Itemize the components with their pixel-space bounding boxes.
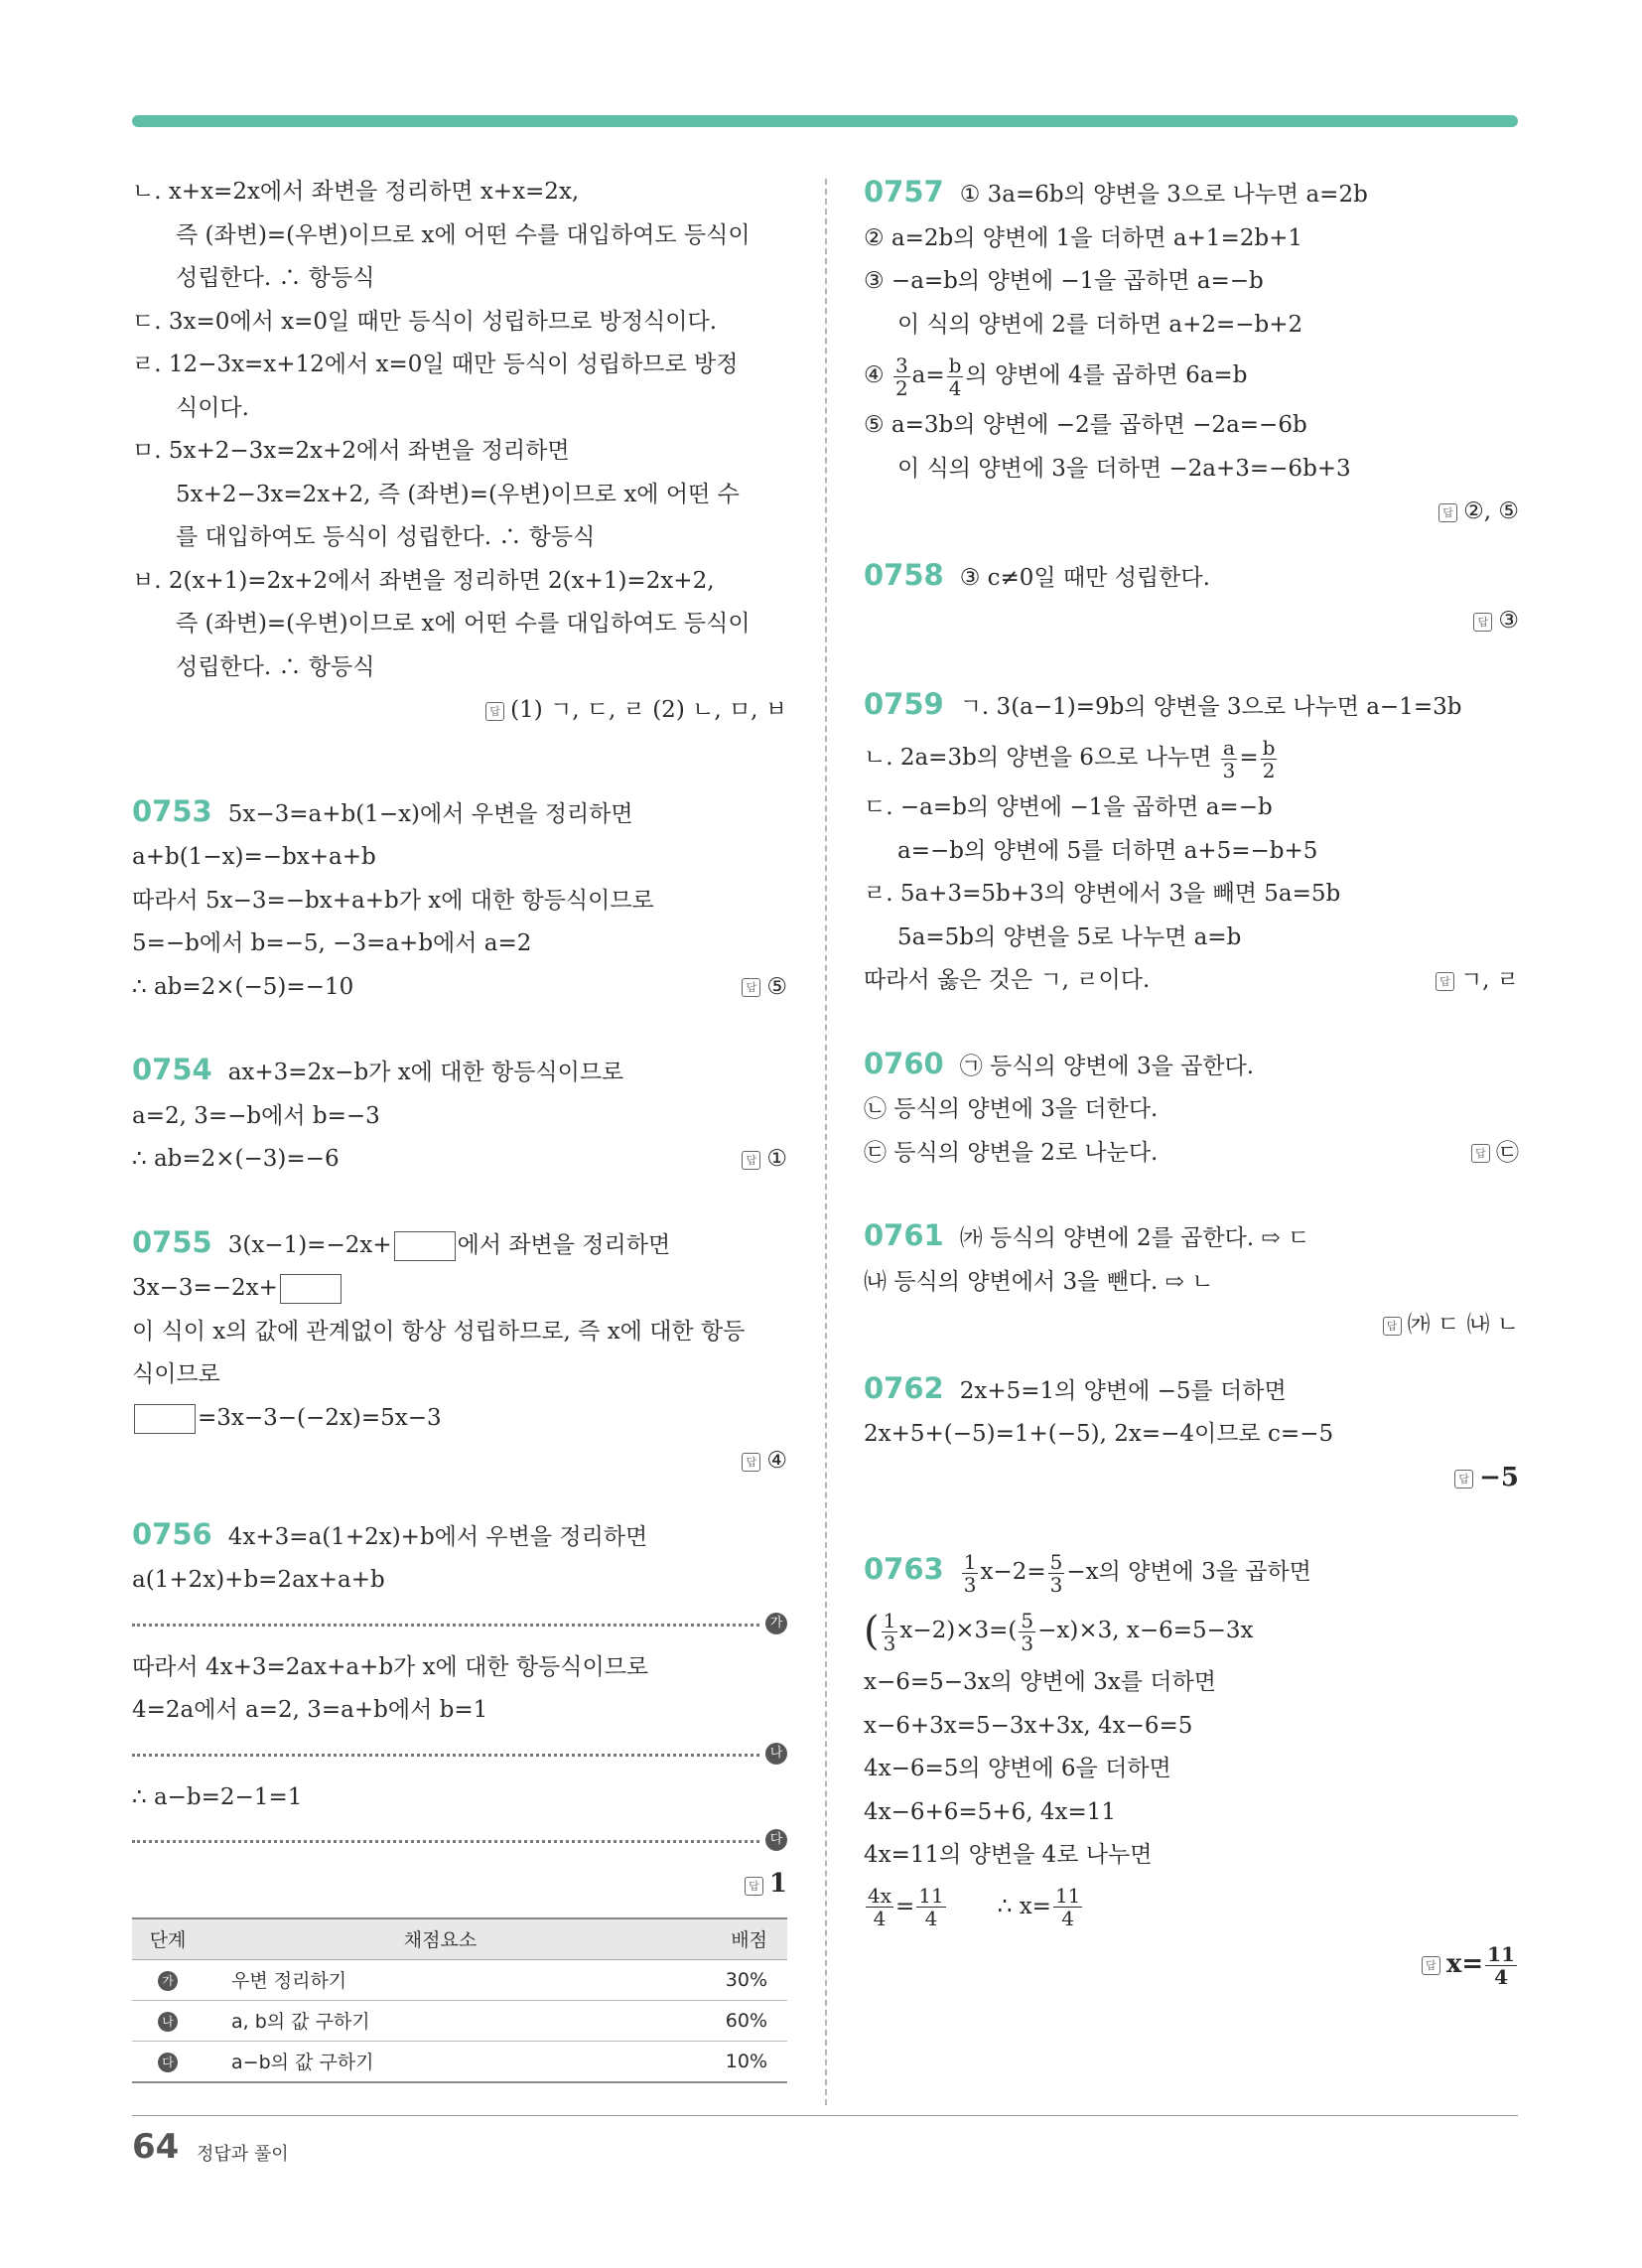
text-line: 4x−6=5의 양변에 6을 더하면: [864, 1756, 1171, 1781]
text-line: 식이다.: [176, 394, 249, 421]
text-line: 즉 (좌변)=(우변)이므로 x에 어떤 수를 대입하여도 등식이: [176, 611, 751, 637]
text-line: ④ $\frac{3}{2}$ a= $\frac{b}{4}$ 의 양변에 4를 곱하면 6a=b: [864, 353, 1248, 400]
text-line: ㅂ. 2(x+1)=2x+2에서 좌변을 정리하면 2(x+1)=2x+2,: [132, 567, 715, 594]
text-line: ② a=2b의 양변에 1을 더하면 a+1=2b+1: [864, 224, 1303, 251]
blank-box: [280, 1274, 342, 1304]
problem-number: 0760: [864, 1046, 944, 1080]
table-header: 단계: [132, 1918, 204, 1960]
text-line: 즉 (좌변)=(우변)이므로 x에 어떤 수를 대입하여도 등식이: [176, 221, 751, 248]
answer: 답 ③: [864, 600, 1519, 643]
answer-icon: 답: [745, 1877, 763, 1896]
step-divider: [132, 1603, 787, 1646]
text-line: 5=−b에서 b=−5, −3=a+b에서 a=2: [132, 930, 532, 956]
blank-box: [134, 1404, 196, 1434]
text-line: ( $\frac{1}{3}$ x−2)×3=( $\frac{5}{3}$ −x)×3, x−6=5−3x: [864, 1608, 1254, 1655]
answer: 답 x= $\frac{11}{4}$: [864, 1935, 1519, 1994]
step-mark: 다: [158, 2053, 178, 2072]
text-line: a+b(1−x)=−bx+a+b: [132, 844, 376, 870]
table-row: 나 a, b의 값 구하기 60%: [132, 2000, 787, 2041]
fraction: $\frac{4x}{4}$: [868, 1884, 892, 1930]
solution-0754: 0754 ax+3=2x−b가 x에 대한 항등식이므로 a=2, 3=−b에서 b=−3 ∴ ab=2×(−3)=−6 답 ①: [132, 1049, 787, 1182]
text-line: 따라서 옳은 것은 ㄱ, ㄹ이다.: [864, 967, 1151, 993]
text-line: 이 식의 양변에 3을 더하면 −2a+3=−6b+3: [897, 455, 1351, 482]
answer-icon: 답: [742, 1151, 760, 1170]
fraction: $\frac{3}{2}$: [894, 353, 908, 400]
answer-icon: 답: [1473, 613, 1492, 632]
text-line: 이 식의 양변에 2를 더하면 a+2=−b+2: [897, 311, 1303, 338]
top-accent-bar: [132, 115, 1518, 127]
text-line: 식이므로: [132, 1361, 220, 1387]
solution-0753: 0753 5x−3=a+b(1−x)에서 우변을 정리하면 a+b(1−x)=−bx+a+b 따라서 5x−3=−bx+a+b가 x에 대한 항등식이므로 5=−b에서 b=−5, −3=a+b에서 a=2 ∴ ab=2×(−5)=−10 답 ⑤: [132, 790, 787, 1010]
answer-icon: 답: [1422, 1956, 1440, 1975]
fraction: $\frac{1}{3}$: [883, 1608, 896, 1655]
answer-icon: 답: [1436, 972, 1454, 991]
problem-number: 0753: [132, 793, 212, 828]
problem-number: 0755: [132, 1224, 212, 1259]
answer-icon: 답: [1471, 1144, 1490, 1163]
text-line: 4x−6+6=5+6, 4x=11: [864, 1798, 1116, 1825]
text-line: 따라서 4x+3=2ax+a+b가 x에 대한 항등식이므로: [132, 1653, 649, 1680]
table-header: 배점: [677, 1918, 787, 1960]
problem-number: 0759: [864, 686, 944, 721]
answer: 답 1: [132, 1863, 787, 1908]
answer-icon: 답: [742, 1453, 760, 1472]
text-line: 이 식이 x의 값에 관계없이 항상 성립하므로, 즉 x에 대한 항등: [132, 1318, 746, 1345]
fraction: $\frac{a}{3}$: [1222, 735, 1236, 782]
solution-0755: 0755 3(x−1)=−2x+ 에서 좌변을 정리하면 3x−3=−2x+ 이 식이 x의 값에 관계없이 항상 성립하므로, 즉 x에 대한 항등 식이므로 =3x−3−(−2x)=5x−3 답 ④: [132, 1221, 787, 1484]
solution-0756: 0756 4x+3=a(1+2x)+b에서 우변을 정리하면 a(1+2x)+b=2ax+a+b 가 따라서 4x+3=2ax+a+b가 x에 대한 항등식이므로 4=2a에서 a=2, 3=a+b에서 b=1 나 ∴ a−b=2−1=1 다 답 1 단계 채점요소 배점 가 우변 정리하기 30% 나 a, b의 값 구하기 60% 다 a−b의 값 구하기 10%: [132, 1513, 787, 2083]
fraction: $\frac{5}{3}$: [1049, 1549, 1063, 1597]
answer: 답 (1) ㄱ, ㄷ, ㄹ (2) ㄴ, ㅁ, ㅂ: [132, 689, 787, 733]
text-line: ∴ ab=2×(−3)=−6: [132, 1146, 340, 1172]
solution-0757: 0757 ① 3a=6b의 양변을 3으로 나누면 a=2b ② a=2b의 양변에 1을 더하면 a+1=2b+1 ③ −a=b의 양변에 −1을 곱하면 a=−b 이 식의 양변에 2를 더하면 a+2=−b+2 ④ $\frac{3}{2}$ a= $\frac{b}{4}$ 의 양변에 4를 곱하면 6a=b ⑤ a=3b의 양변에 −2를 곱하면 −2a=−6b 이 식의 양변에 3을 더하면 −2a+3=−6b+3 답 ②, ⑤: [864, 171, 1519, 534]
fraction: $\frac{1}{3}$: [963, 1549, 977, 1597]
text-line: ㈏ 등식의 양변에서 3을 뺀다. ⇨ ㄴ: [864, 1268, 1214, 1295]
text-line: ㄷ. −a=b의 양변에 −1을 곱하면 a=−b: [864, 794, 1273, 820]
answer-icon: 답: [1383, 1317, 1402, 1336]
answer: 답 ⑤: [742, 966, 787, 1010]
step-mark: 가: [158, 1971, 178, 1991]
answer: 답 ④: [132, 1440, 787, 1484]
text-line: ③ −a=b의 양변에 −1을 곱하면 a=−b: [864, 268, 1264, 294]
text-line: 성립한다. ∴ 항등식: [176, 265, 375, 291]
page-label: 정답과 풀이: [197, 2144, 289, 2165]
footer-rule: [132, 2115, 1518, 2116]
text-line: ⑤ a=3b의 양변에 −2를 곱하면 −2a=−6b: [864, 412, 1307, 438]
answer: 답 −5: [864, 1457, 1519, 1501]
answer-icon: 답: [1438, 503, 1457, 522]
fraction: $\frac{b}{2}$: [1262, 735, 1276, 782]
problem-number: 0756: [132, 1516, 212, 1551]
text-line: 를 대입하여도 등식이 성립한다. ∴ 항등식: [176, 524, 596, 550]
table-row: 다 a−b의 값 구하기 10%: [132, 2041, 787, 2082]
text-line: x−6+3x=5−3x+3x, 4x−6=5: [864, 1712, 1193, 1739]
problem-number: 0758: [864, 557, 944, 592]
text-line: 성립한다. ∴ 항등식: [176, 653, 375, 680]
column-divider: [825, 179, 827, 2105]
text-line: ㅁ. 5x+2−3x=2x+2에서 좌변을 정리하면: [132, 438, 570, 464]
left-column: [132, 171, 787, 2083]
text-line: 2x+5+(−5)=1+(−5), 2x=−4이므로 c=−5: [864, 1421, 1334, 1447]
step-mark: 나: [158, 2012, 178, 2032]
solution-0762: 0762 2x+5=1의 양변에 −5를 더하면 2x+5+(−5)=1+(−5), 2x=−4이므로 c=−5 답 −5: [864, 1367, 1519, 1501]
solution-0760: 0760 ㉠ 등식의 양변에 3을 곱한다. ㉡ 등식의 양변에 3을 더한다. ㉢ 등식의 양변을 2로 나눈다. 답 ㉢: [864, 1043, 1519, 1176]
answer: 답 ㉢: [1471, 1132, 1519, 1176]
text-line: 따라서 5x−3=−bx+a+b가 x에 대한 항등식이므로: [132, 887, 654, 914]
answer-icon: 답: [485, 702, 504, 721]
problem-number: 0762: [864, 1370, 944, 1405]
text-line: ㉢ 등식의 양변을 2로 나눈다.: [864, 1139, 1159, 1166]
table-row: 가 우변 정리하기 30%: [132, 1959, 787, 2000]
text-line: ㄴ. 2a=3b의 양변을 6으로 나누면 $\frac{a}{3}$ = $\frac{b}{2}$: [864, 735, 1276, 782]
problem-number: 0763: [864, 1552, 944, 1586]
step-mark: 다: [765, 1829, 787, 1851]
blank-box: [394, 1231, 456, 1261]
text-line: ㄷ. 3x=0에서 x=0일 때만 등식이 성립하므로 방정식이다.: [132, 308, 718, 335]
text-line: ∴ ab=2×(−5)=−10: [132, 973, 354, 1000]
page-number: 64: [132, 2127, 180, 2167]
text-line: $\frac{4x}{4}$ = $\frac{11}{4}$ ∴ x= $\frac{11}{4}$: [868, 1884, 1081, 1930]
text-line: 5x+2−3x=2x+2, 즉 (좌변)=(우변)이므로 x에 어떤 수: [176, 481, 740, 507]
step-divider: [132, 1733, 787, 1776]
text-line: a(1+2x)+b=2ax+a+b: [132, 1567, 385, 1593]
text-line: ㉡ 등식의 양변에 3을 더한다.: [864, 1096, 1159, 1122]
answer: 답 ①: [742, 1138, 787, 1182]
step-divider: [132, 1819, 787, 1863]
text-line: a=−b의 양변에 5를 더하면 a+5=−b+5: [897, 837, 1318, 864]
problem-number: 0754: [132, 1053, 212, 1086]
problem-number: 0761: [864, 1218, 944, 1252]
answer: 답 ㄱ, ㄹ: [1436, 959, 1519, 1003]
answer-icon: 답: [1454, 1470, 1473, 1488]
right-column: [864, 171, 1519, 1994]
text-line: 4x=11의 양변을 4로 나누면: [864, 1842, 1153, 1868]
fraction: $\frac{11}{4}$: [1487, 1942, 1515, 1989]
solution-0752-continued: [132, 171, 787, 733]
fraction: $\frac{5}{3}$: [1021, 1608, 1034, 1655]
text-line: ㄴ. x+x=2x에서 좌변을 정리하면 x+x=2x,: [132, 179, 580, 205]
fraction: $\frac{11}{4}$: [918, 1884, 944, 1930]
fraction: $\frac{b}{4}$: [948, 353, 962, 400]
problem-number: 0757: [864, 175, 944, 209]
solution-0761: 0761 ㈎ 등식의 양변에 2를 곱한다. ⇨ ㄷ ㈏ 등식의 양변에서 3을 뺀다. ⇨ ㄴ 답 ㈎ ㄷ ㈏ ㄴ: [864, 1214, 1519, 1347]
answer-icon: 답: [742, 978, 760, 997]
text-line: ㄹ. 5a+3=5b+3의 양변에서 3을 빼면 5a=5b: [864, 881, 1341, 907]
scoring-table: [132, 1917, 787, 2083]
text-line: 4=2a에서 a=2, 3=a+b에서 b=1: [132, 1697, 488, 1723]
text-line: 5a=5b의 양변을 5로 나누면 a=b: [897, 923, 1242, 950]
table-header: 채점요소: [204, 1918, 677, 1960]
solution-0759: 0759 ㄱ. 3(a−1)=9b의 양변을 3으로 나누면 a−1=3b ㄴ. 2a=3b의 양변을 6으로 나누면 $\frac{a}{3}$ = $\frac{b}{2}$ ㄷ. −a=b의 양변에 −1을 곱하면 a=−b a=−b의 양변에 5를 더하면 a+5=−b+5 ㄹ. 5a+3=5b+3의 양변에서 3을 빼면 5a=5b 5a=5b의 양변을 5로 나누면 a=b 따라서 옳은 것은 ㄱ, ㄹ이다. 답 ㄱ, ㄹ: [864, 683, 1519, 1003]
text-line: x−6=5−3x의 양변에 3x를 더하면: [864, 1669, 1216, 1695]
text-line: a=2, 3=−b에서 b=−3: [132, 1102, 380, 1129]
text-line: ∴ a−b=2−1=1: [132, 1783, 303, 1810]
step-mark: 나: [765, 1743, 787, 1765]
answer: 답 ②, ⑤: [864, 491, 1519, 534]
text-line: ㄹ. 12−3x=x+12에서 x=0일 때만 등식이 성립하므로 방정: [132, 352, 739, 377]
answer: 답 ㈎ ㄷ ㈏ ㄴ: [864, 1304, 1519, 1347]
solution-0758: 0758 ③ c≠0일 때만 성립한다. 답 ③: [864, 554, 1519, 643]
fraction: $\frac{11}{4}$: [1054, 1884, 1081, 1930]
step-mark: 가: [765, 1613, 787, 1634]
solution-0763: 0763 $\frac{1}{3}$ x−2= $\frac{5}{3}$ −x의 양변에 3을 곱하면 ( $\frac{1}{3}$ x−2)×3=( $\frac{5}{3}$ −x)×3, x−6=5−3x x−6=5−3x의 양변에 3x를 더하면 x−6+3x=5−3x+3x, 4x−6=5 4x−6=5의 양변에 6을 더하면 4x−6+6=5+6, 4x=11 4x=11의 양변을 4로 나누면 $\frac{4x}{4}$ = $\frac{11}{4}$ ∴ x= $\frac{11}{4}$ 답 x= $\frac{11}{4}$: [864, 1540, 1519, 1994]
